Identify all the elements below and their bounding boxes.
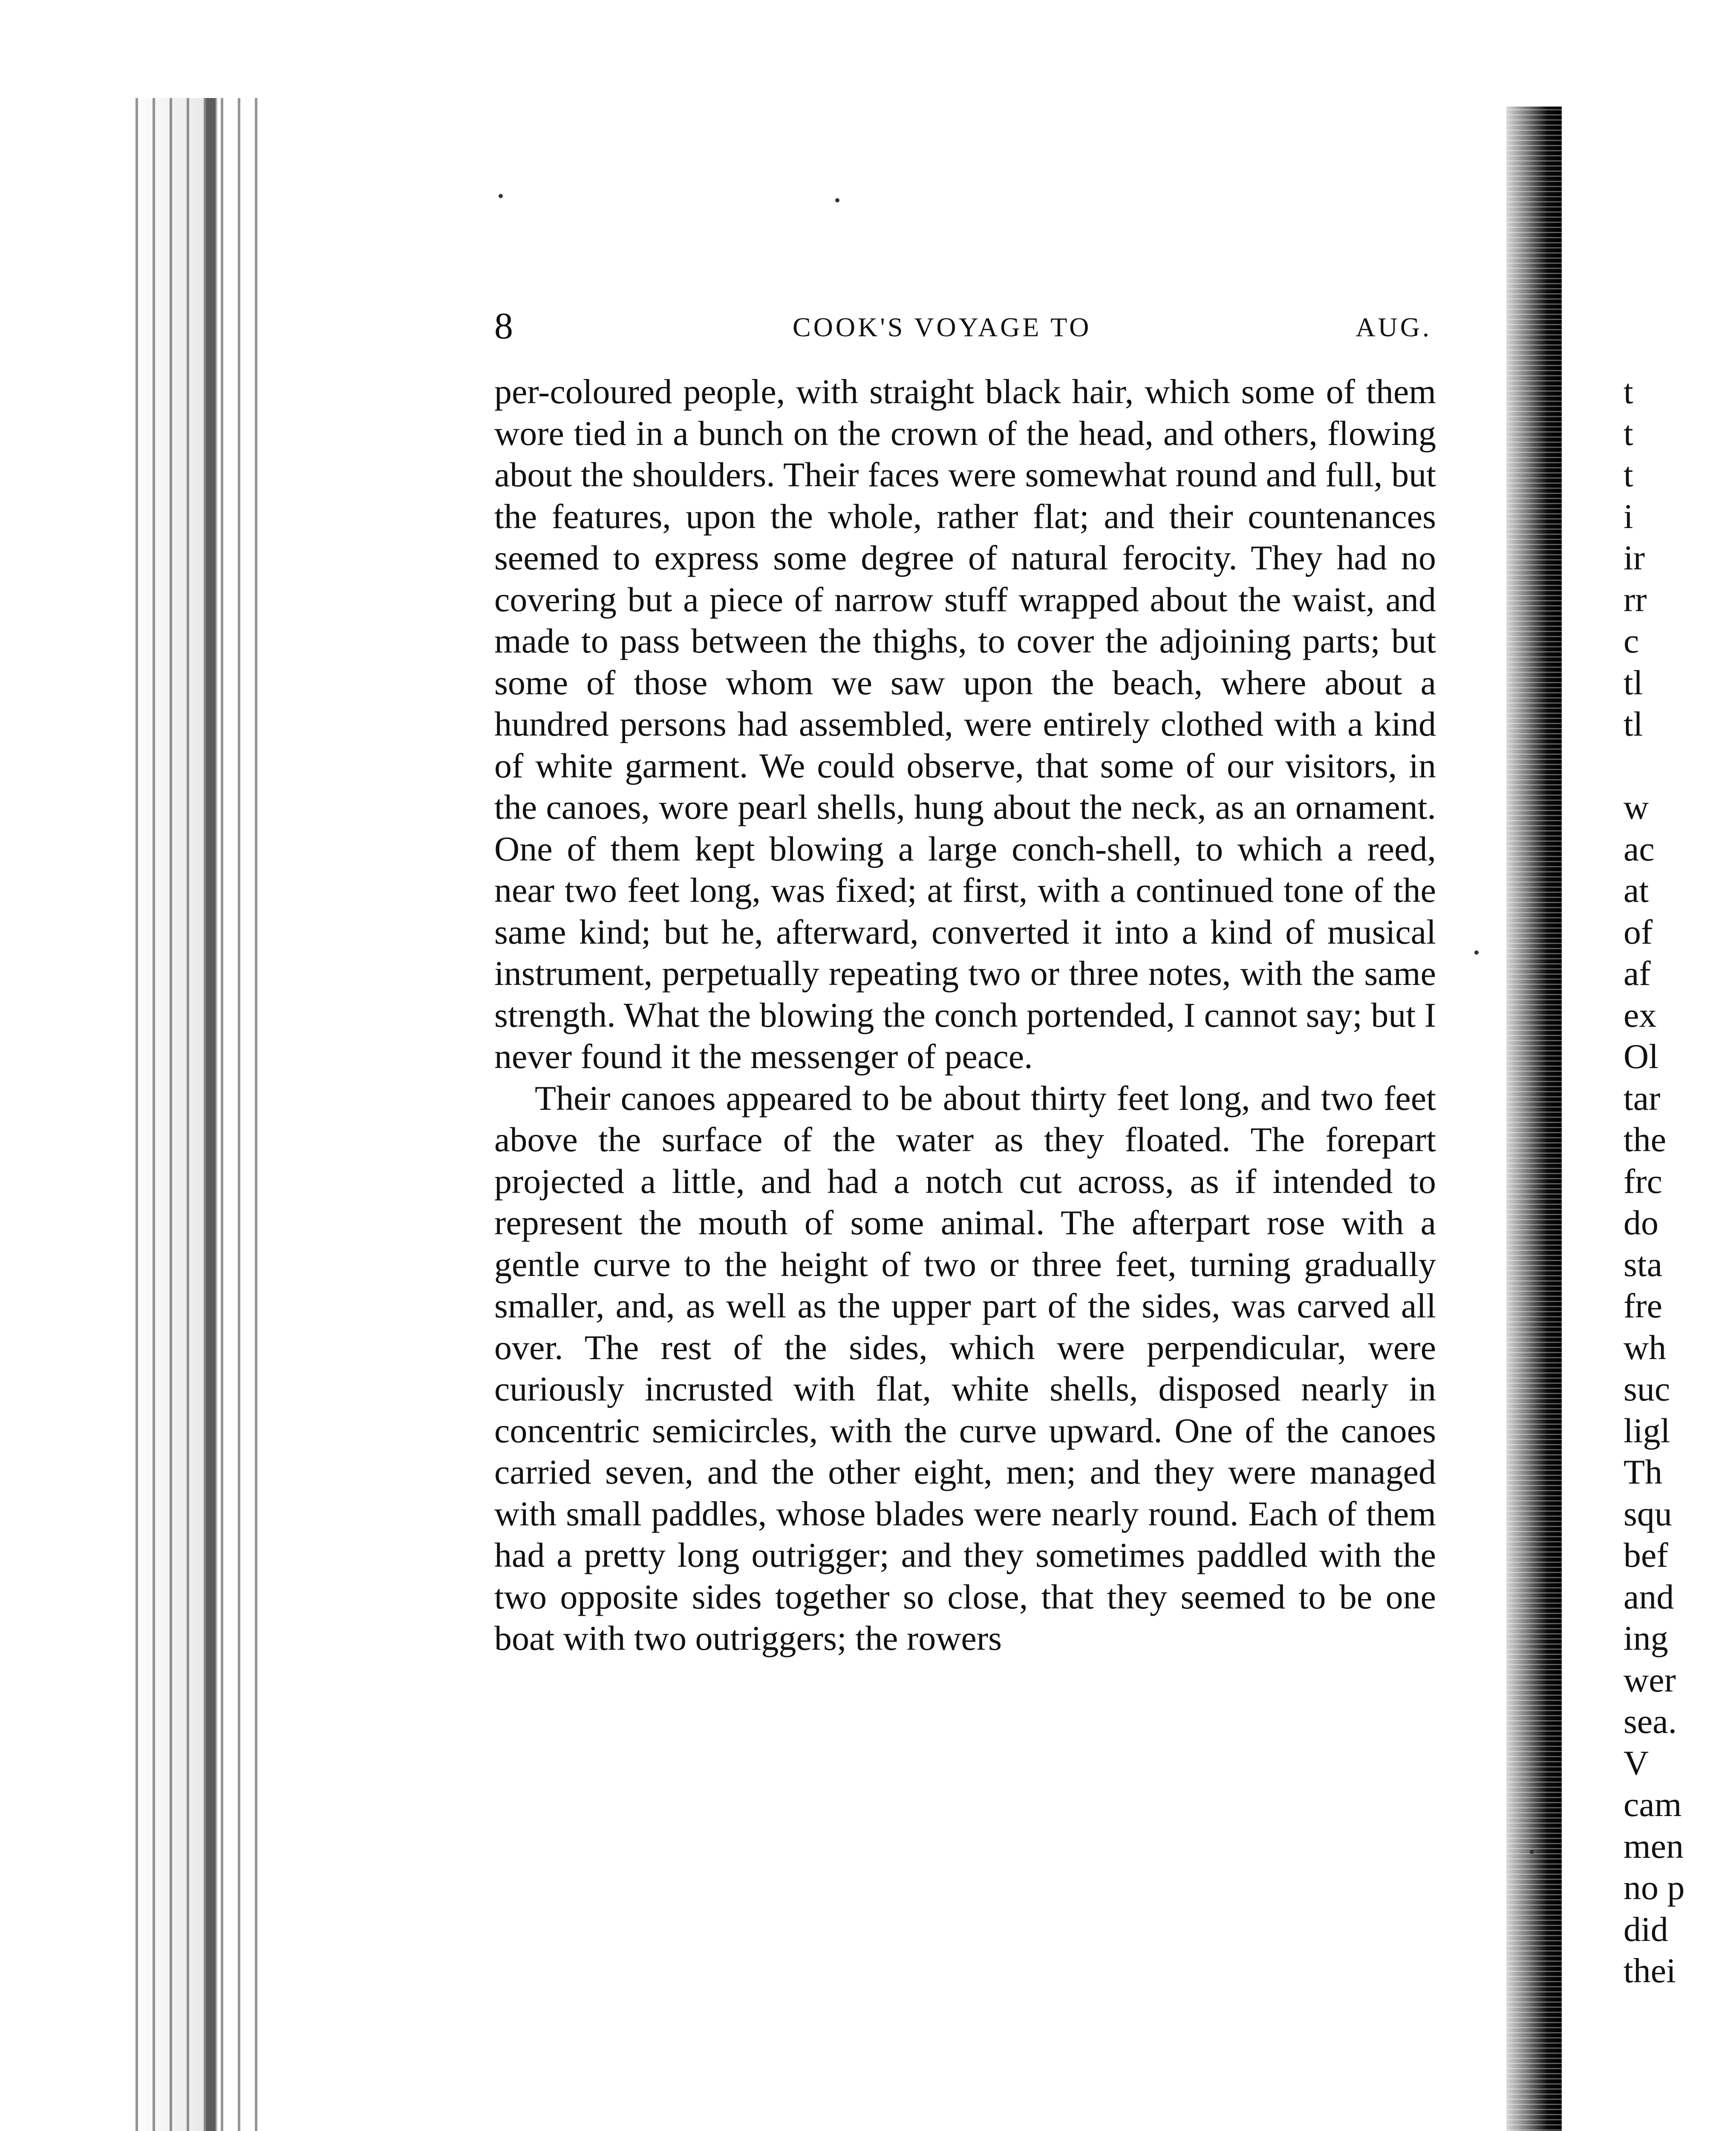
adjacent-fragment: i: [1624, 497, 1633, 536]
page-body: [494, 371, 1436, 1659]
adjacent-fragment: tl: [1624, 705, 1643, 743]
adjacent-fragment: ac: [1624, 829, 1655, 868]
page-number: 8: [494, 306, 514, 347]
adjacent-fragment: the: [1624, 1120, 1667, 1159]
running-title: COOK'S VOYAGE TO: [793, 312, 1092, 342]
paragraph-1: per-coloured people, with straight black hair, which some of them wore tied in a bunch on the crown of the head, and others, flowing about the shoulders. Their faces were somewhat round and full, but the features, upon the whole, rather flat; and their countenances seemed to express some degree of natural ferocity. They had no covering but a piece of narrow stuff wrapped about the waist, and made to pass between the thighs, to cover the adjoining parts; but some of those whom we saw upon the beach, where about a hundred persons had assembled, were entirely clothed with a kind of white garment. We could observe, that some of our visitors, in the canoes, wore pearl shells, hung about the neck, as an ornament. One of them kept blowing a large conch-shell, to which a reed, near two feet long, was fixed; at first, with a continued tone of the same kind; but he, afterward, converted it into a kind of musical instrument, perpetually repeating two or three notes, with the same strength. What the blowing the conch portended, I cannot say; but I never found it the messenger of peace.: [494, 372, 1436, 1076]
adjacent-fragment: ligl: [1624, 1411, 1670, 1450]
adjacent-fragment: c: [1624, 621, 1639, 660]
print-speck: [1530, 1850, 1534, 1854]
adjacent-fragment: Ol: [1624, 1037, 1658, 1076]
adjacent-fragment: fre: [1624, 1286, 1663, 1325]
adjacent-fragment: no p: [1624, 1868, 1685, 1907]
adjacent-fragment: at: [1624, 871, 1649, 910]
adjacent-fragment: ex: [1624, 995, 1657, 1034]
adjacent-fragment: frc: [1624, 1161, 1663, 1201]
print-speck: [835, 198, 839, 202]
adjacent-fragment: bef: [1624, 1536, 1668, 1574]
left-binding-shadow: [128, 98, 268, 2131]
print-speck: [1474, 950, 1479, 955]
adjacent-fragment: sta: [1624, 1245, 1663, 1284]
adjacent-fragment: did: [1624, 1909, 1668, 1949]
adjacent-fragment: and: [1624, 1577, 1674, 1616]
adjacent-fragment: wer: [1624, 1660, 1676, 1699]
adjacent-page-edge: [1624, 371, 1736, 1992]
adjacent-fragment: V: [1624, 1743, 1649, 1782]
adjacent-fragment: Th: [1624, 1452, 1663, 1491]
adjacent-fragment: af: [1624, 954, 1651, 993]
adjacent-fragment: t: [1624, 455, 1633, 494]
adjacent-fragment: cam: [1624, 1785, 1682, 1824]
adjacent-fragment: tar: [1624, 1078, 1661, 1117]
right-binding-shadow: [1506, 107, 1562, 2131]
adjacent-fragment: men: [1624, 1826, 1684, 1865]
adjacent-fragment: thei: [1624, 1951, 1676, 1990]
adjacent-fragment: tl: [1624, 663, 1643, 702]
adjacent-fragment: sea.: [1624, 1702, 1677, 1741]
running-month: AUG.: [1355, 312, 1432, 342]
adjacent-fragment: [1624, 745, 1736, 787]
print-speck: [499, 194, 503, 198]
adjacent-fragment: of: [1624, 912, 1653, 951]
adjacent-fragment: rr: [1624, 580, 1647, 619]
adjacent-fragment: ir: [1624, 538, 1645, 577]
adjacent-fragment: ing: [1624, 1619, 1668, 1657]
paragraph-2: Their canoes appeared to be about thirty feet long, and two feet above the surface of the water as they floated. The forepart projected a little, and had a notch cut across, as if intended to represent the mouth of some animal. The afterpart rose with a gentle curve to the height of two or three feet, turning gradually smaller, and, as well as the upper part of the sides, was carved all over. The rest of the sides, which were perpendicular, were curiously incrusted with flat, white shells, disposed nearly in concentric semicircles, with the curve upward. One of the canoes carried seven, and the other eight, men; and they were managed with small paddles, whose blades were nearly round. Each of them had a pretty long outrigger; and they sometimes paddled with the two opposite sides together so close, that they seemed to be one boat with two outriggers; the rowers: [494, 1078, 1436, 1657]
adjacent-fragment: t: [1624, 372, 1633, 411]
running-header: [494, 305, 1432, 352]
adjacent-fragment: do: [1624, 1203, 1658, 1242]
adjacent-fragment: wh: [1624, 1328, 1667, 1367]
adjacent-fragment: squ: [1624, 1494, 1672, 1533]
adjacent-fragment: t: [1624, 413, 1633, 453]
adjacent-fragment: w: [1624, 788, 1649, 826]
adjacent-fragment: suc: [1624, 1369, 1670, 1408]
